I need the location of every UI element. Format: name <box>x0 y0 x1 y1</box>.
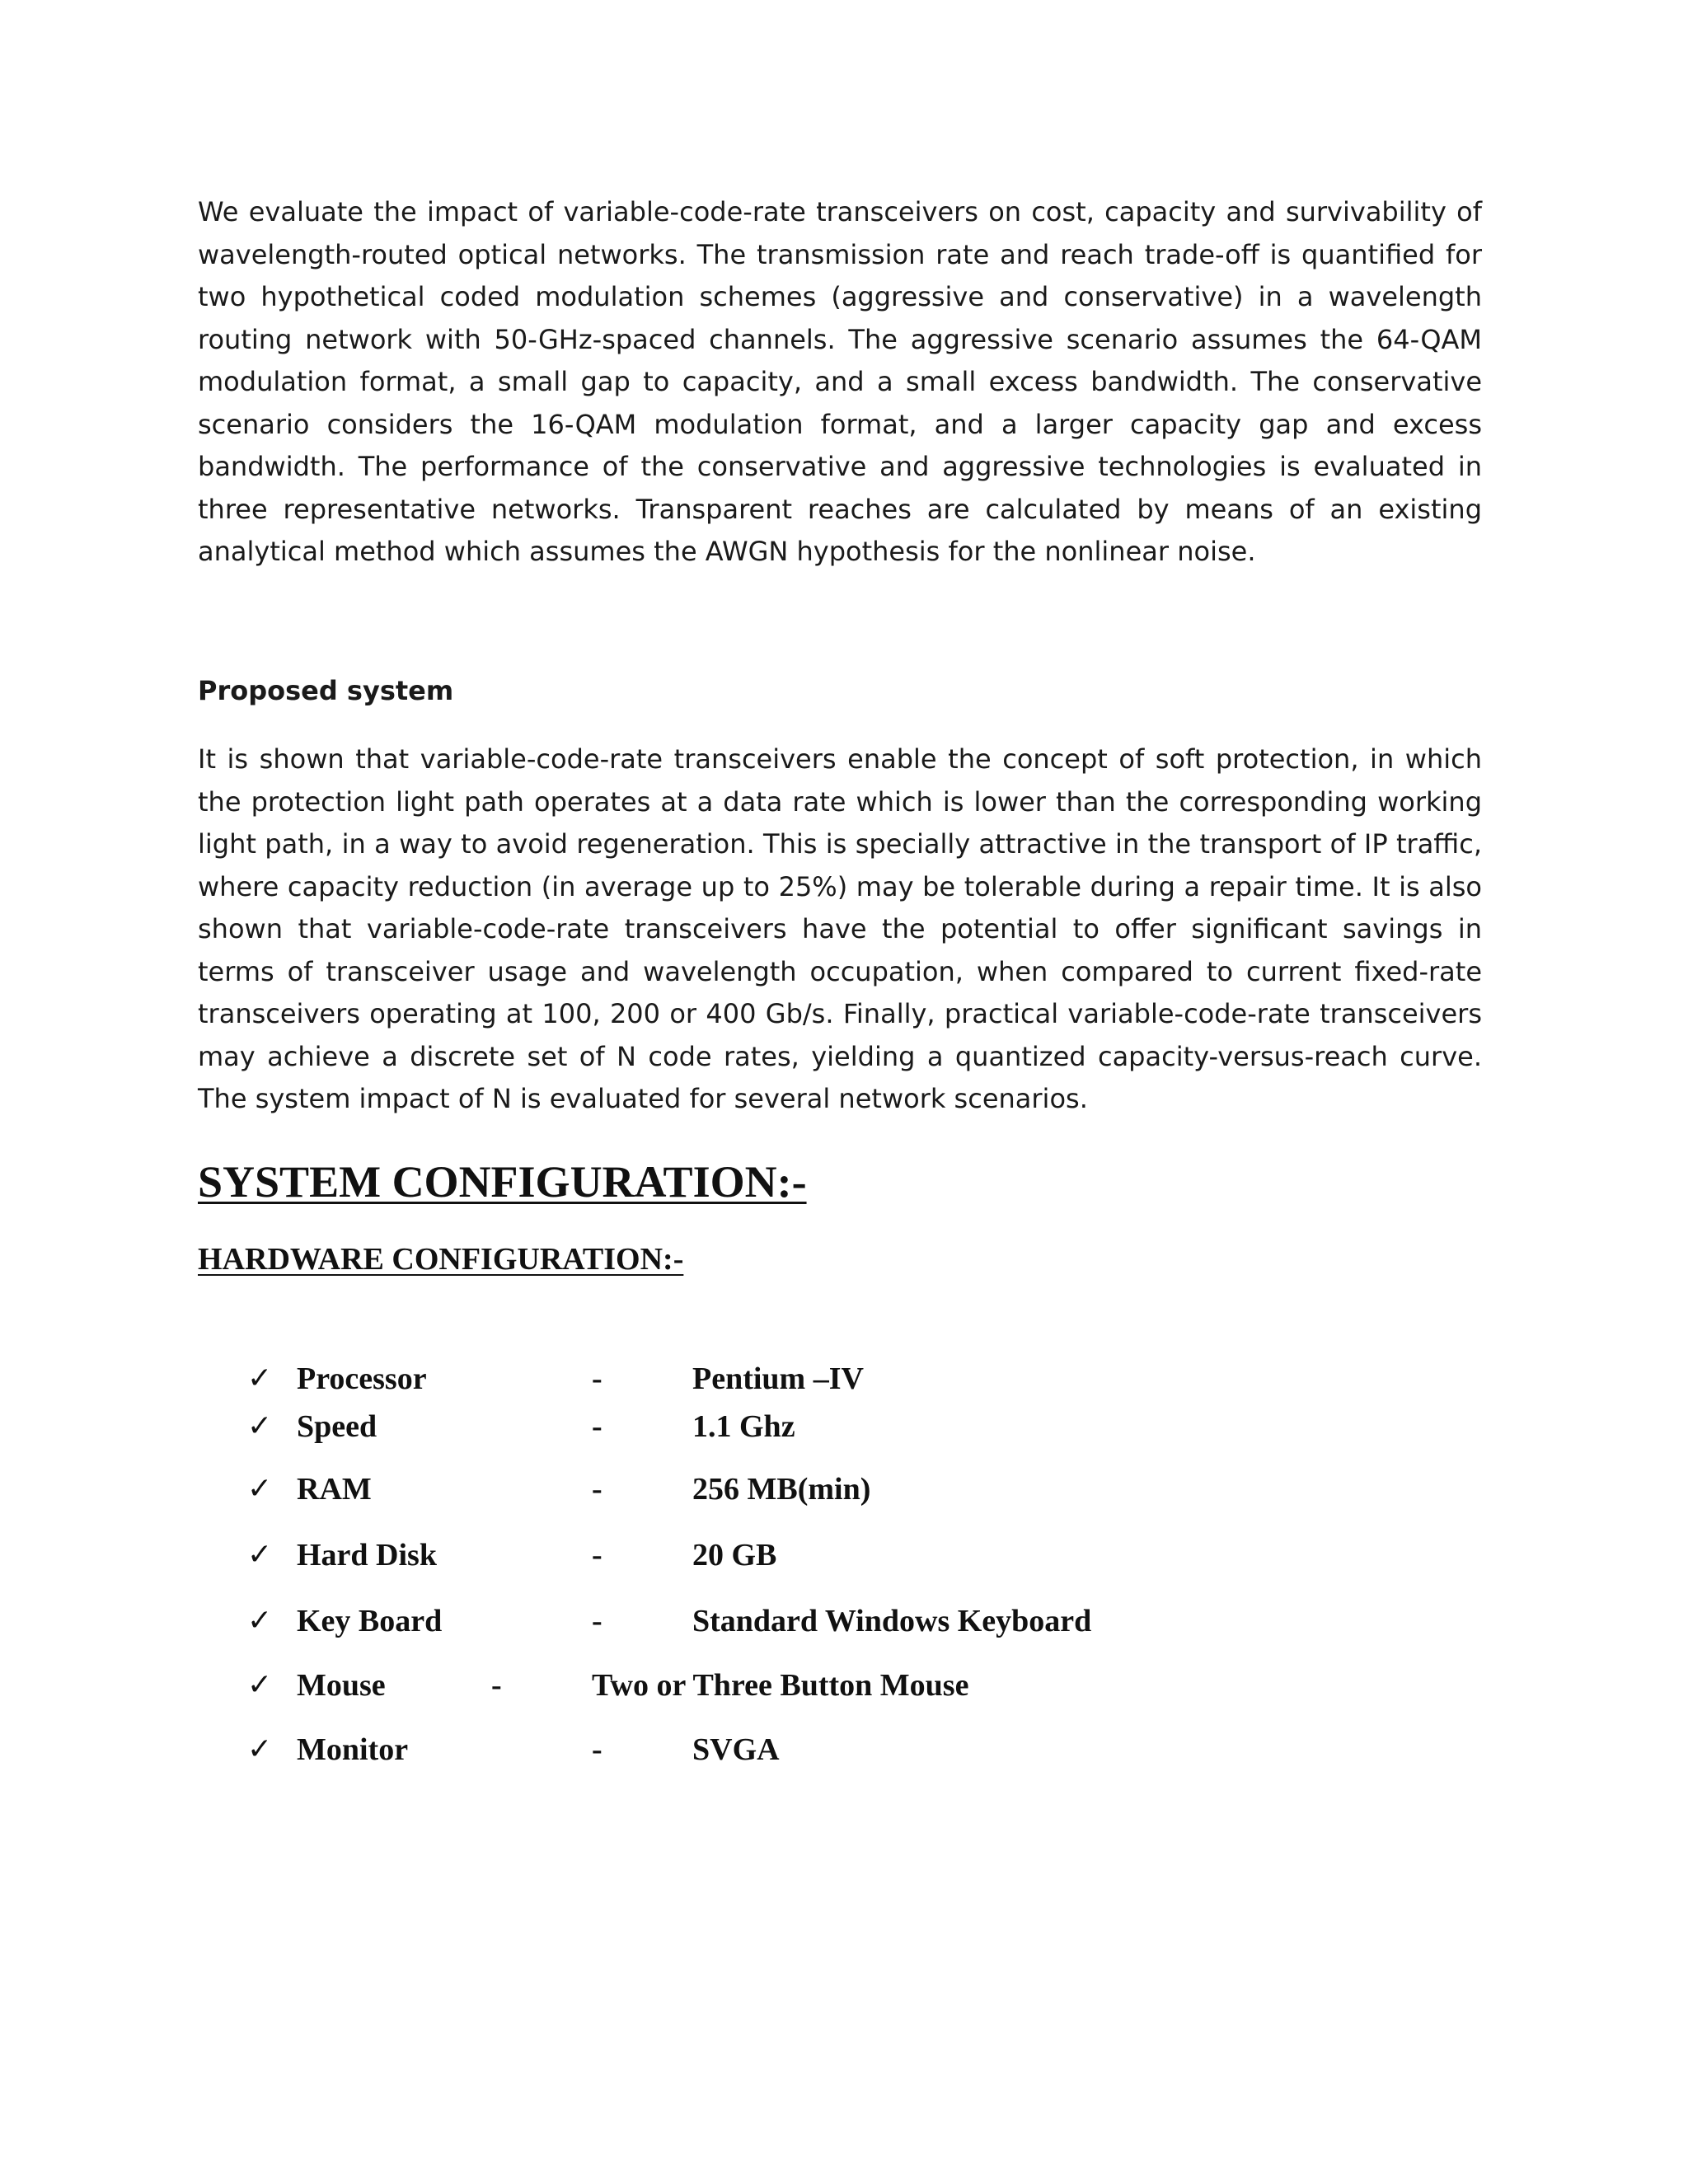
system-configuration-title: SYSTEM CONFIGURATION:- <box>198 1157 807 1207</box>
check-icon: ✓ <box>247 1361 273 1395</box>
check-icon: ✓ <box>247 1409 273 1443</box>
proposed-system-heading: Proposed system <box>198 675 454 706</box>
spec-label: Key Board <box>297 1604 443 1638</box>
spec-label: Processor <box>297 1361 427 1396</box>
check-icon: ✓ <box>247 1472 273 1506</box>
spec-value: Two or Three Button Mouse <box>592 1668 969 1703</box>
proposed-system-paragraph: It is shown that variable-code-rate transceivers enable the concept of soft protection, in which the protection light path operates at a data rate which is lower than the corresponding working light path, in a way to avoid regeneration. This is specially attractive in the transport of IP traffic, where capacity reduction (in average up to 25%) may be tolerable during a repair time. It is also shown that variable-code-rate transceivers have the potential to offer significant savings in terms of transceiver usage and wavelength occupation, when compared to current fixed-rate transceivers operating at 100, 200 or 400 Gb/s. Finally, practical variable-code-rate transceivers may achieve a discrete set of N code rates, yielding a quantized capacity-versus-reach curve. The system impact of N is evaluated for several network scenarios. <box>198 743 1482 1114</box>
check-icon: ✓ <box>247 1538 273 1572</box>
spec-row-mouse <box>247 1665 1236 1706</box>
spec-separator: - <box>592 1604 603 1638</box>
spec-label: Hard Disk <box>297 1538 437 1572</box>
spec-row-ram <box>247 1469 1236 1510</box>
spec-label: Speed <box>297 1409 377 1444</box>
spec-row-monitor <box>247 1729 1236 1770</box>
spec-label: Mouse <box>297 1668 386 1703</box>
spec-value: SVGA <box>692 1732 780 1767</box>
spec-label: Monitor <box>297 1732 409 1767</box>
spec-value: 20 GB <box>692 1538 777 1572</box>
check-icon: ✓ <box>247 1732 273 1766</box>
spec-label: RAM <box>297 1472 372 1507</box>
spec-value: 1.1 Ghz <box>692 1409 795 1444</box>
check-icon: ✓ <box>247 1668 273 1702</box>
spec-value: Pentium –IV <box>692 1361 864 1396</box>
spec-separator: - <box>491 1668 502 1703</box>
abstract-paragraph: We evaluate the impact of variable-code-rate transceivers on cost, capacity and survivability of wavelength-routed optical networks. The transmission rate and reach trade-off is quantified for two hypothetical coded modulation schemes (aggressive and conservative) in a wavelength routing network with 50-GHz-spaced channels. The aggressive scenario assumes the 64-QAM modulation format, a small gap to capacity, and a small excess bandwidth. The conservative scenario considers the 16-QAM modulation format, and a larger capacity gap and excess bandwidth. The performance of the conservative and aggressive technologies is evaluated in three representative networks. Transparent reaches are calculated by means of an existing analytical method which assumes the AWGN hypothesis for the nonlinear noise. <box>198 196 1482 567</box>
spec-row-processor <box>247 1358 1236 1399</box>
check-icon: ✓ <box>247 1604 273 1638</box>
spec-row-keyboard <box>247 1601 1236 1642</box>
spec-row-hard-disk <box>247 1535 1236 1576</box>
spec-separator: - <box>592 1538 603 1572</box>
spec-separator: - <box>592 1409 603 1444</box>
spec-separator: - <box>592 1361 603 1396</box>
spec-value: 256 MB(min) <box>692 1472 871 1507</box>
spec-separator: - <box>592 1732 603 1767</box>
spec-separator: - <box>592 1472 603 1507</box>
hardware-configuration-title: HARDWARE CONFIGURATION:- <box>198 1242 684 1277</box>
spec-value: Standard Windows Keyboard <box>692 1604 1092 1638</box>
spec-row-speed <box>247 1406 1236 1447</box>
